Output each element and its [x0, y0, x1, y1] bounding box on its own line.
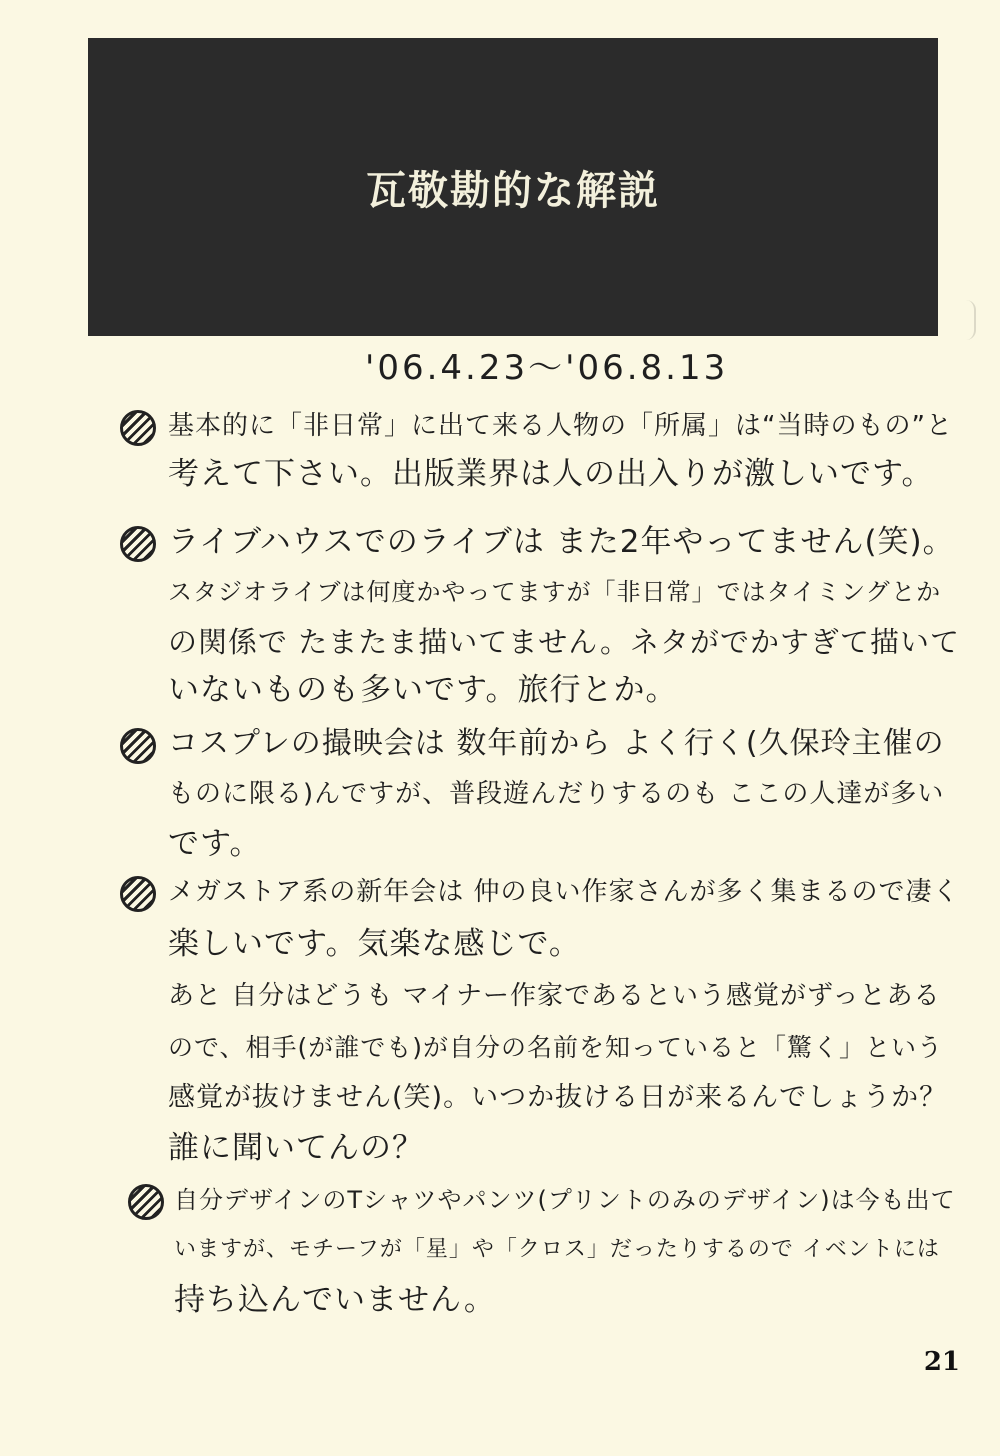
note-line: 考えて下さい。出版業界は人の出入りが激しいです。	[168, 456, 934, 492]
note-line: ので、相手(が誰でも)が自分の名前を知っていると「驚く」という	[168, 1033, 944, 1062]
note-line: スタジオライブは何度かやってますが「非日常」ではタイミングとか	[168, 578, 942, 606]
note-line: 自分デザインのTシャツやパンツ(プリントのみのデザイン)は今も出て	[174, 1186, 956, 1214]
note-line: ものに限る)んですが、普段遊んだりするのも ここの人達が多い	[168, 779, 945, 809]
note-line: あと 自分はどうも マイナー作家であるという感覚がずっとある	[168, 981, 941, 1011]
title-banner	[88, 38, 938, 336]
hatched-bullet-icon	[120, 728, 156, 764]
note-line: 持ち込んでいません。	[174, 1282, 496, 1318]
hatched-bullet-icon	[120, 410, 156, 446]
hatched-bullet-icon	[128, 1184, 164, 1220]
note-line: いないものも多いです。旅行とか。	[168, 672, 678, 708]
note-line: です。	[168, 826, 262, 862]
paper-edge-mark	[960, 300, 976, 340]
hatched-bullet-icon	[120, 876, 156, 912]
note-line: 基本的に「非日常」に出て来る人物の「所属」は“当時のもの”と	[168, 411, 953, 441]
page-number: 21	[923, 1347, 960, 1377]
note-line: 楽しいです。気楽な感じで。	[168, 926, 581, 962]
note-line: メガストア系の新年会は 仲の良い作家さんが多く集まるので凄く	[168, 877, 960, 907]
note-line: いますが、モチーフが「星」や「クロス」だったりするので イベントには	[174, 1237, 940, 1262]
note-line: の関係で たまたま描いてません。ネタがでかすぎて描いて	[168, 625, 960, 659]
note-line: コスプレの撮映会は 数年前から よく行く(久保玲主催の	[168, 726, 945, 761]
note-line: ライブハウスでのライブは また2年やってません(笑)。	[168, 524, 955, 560]
date-range: '06.4.23～'06.8.13	[365, 348, 729, 388]
page-title: 瓦敬勘的な解説	[366, 166, 660, 214]
hatched-bullet-icon	[120, 526, 156, 562]
note-line: 誰に聞いてんの？	[168, 1130, 424, 1166]
note-line: 感覚が抜けません(笑)。いつか抜ける日が来るんでしょうか？	[168, 1082, 948, 1113]
